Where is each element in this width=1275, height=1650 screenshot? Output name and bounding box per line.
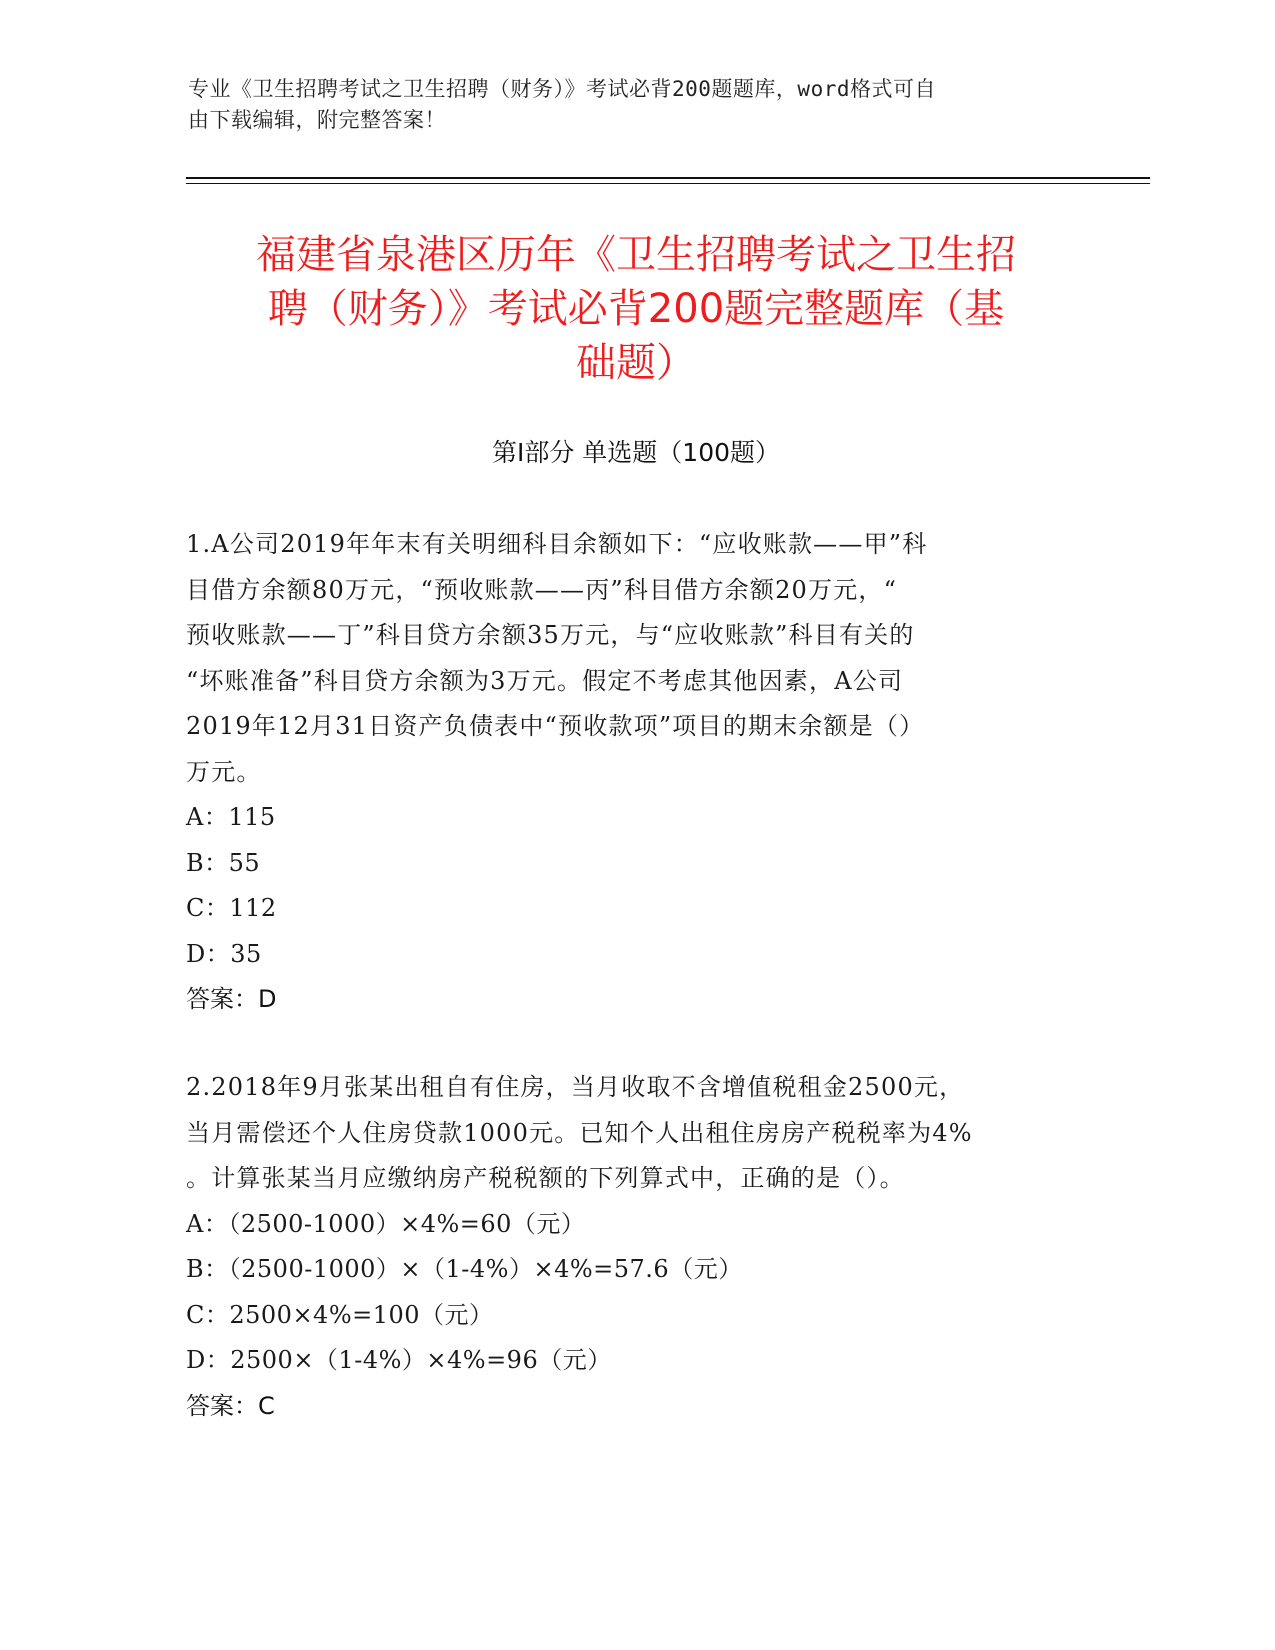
header-divider-thick — [186, 177, 1150, 179]
question-2 — [186, 1065, 1076, 1429]
title-line: 福建省泉港区历年《卫生招聘考试之卫生招 — [256, 232, 1016, 278]
title-line: 础题） — [576, 340, 696, 386]
option-a: A：115 — [186, 803, 276, 831]
stem-line: “坏账准备”科目贷方余额为3万元。假定不考虑其他因素，A公司 — [186, 666, 904, 695]
header-note-line: 由下载编辑，附完整答案！ — [188, 108, 446, 132]
answer: 答案：C — [186, 1391, 275, 1420]
stem-line: 2.2018年9月张某出租自有住房，当月收取不含增值税租金2500元， — [186, 1073, 965, 1101]
option-b: B：55 — [186, 848, 261, 877]
option-a: A：（2500-1000）×4%=60（元） — [186, 1209, 586, 1238]
stem-line: 。计算张某当月应缴纳房产税税额的下列算式中，正确的是（）。 — [186, 1164, 905, 1192]
stem-line: 目借方余额80万元，“预收账款——丙”科目借方余额20万元，“ — [186, 575, 898, 604]
question-stem — [186, 522, 1076, 795]
option-d: D：2500×（1-4%）×4%=96（元） — [186, 1346, 612, 1374]
title-line: 聘（财务）》考试必背200题完整题库（基 — [267, 286, 1005, 332]
header-note — [188, 74, 1068, 136]
section-heading: 第Ⅰ部分 单选题（100题） — [491, 438, 781, 467]
option-c: C：2500×4%=100（元） — [186, 1300, 494, 1329]
stem-line: 万元。 — [186, 757, 262, 786]
stem-line: 1.A公司2019年年末有关明细科目余额如下：“应收账款——甲”科 — [186, 530, 928, 558]
stem-line: 2019年12月31日资产负债表中“预收款项”项目的期末余额是（） — [186, 712, 925, 740]
answer: 答案：D — [186, 985, 277, 1013]
stem-line: 当月需偿还个人住房贷款1000元。已知个人出租住房房产税税率为4% — [186, 1118, 973, 1147]
question-stem — [186, 1065, 1076, 1202]
option-b: B：（2500-1000）×（1-4%）×4%=57.6（元） — [186, 1255, 743, 1283]
question-1 — [186, 522, 1076, 1022]
stem-line: 预收账款——丁”科目贷方余额35万元，与“应收账款”科目有关的 — [186, 621, 915, 649]
document-title — [186, 228, 1086, 390]
header-divider-thin — [186, 183, 1150, 184]
option-d: D：35 — [186, 939, 262, 968]
option-c: C：112 — [186, 894, 277, 922]
header-note-line: 专业《卫生招聘考试之卫生招聘（财务）》考试必背200题题库，word格式可自 — [188, 77, 936, 101]
